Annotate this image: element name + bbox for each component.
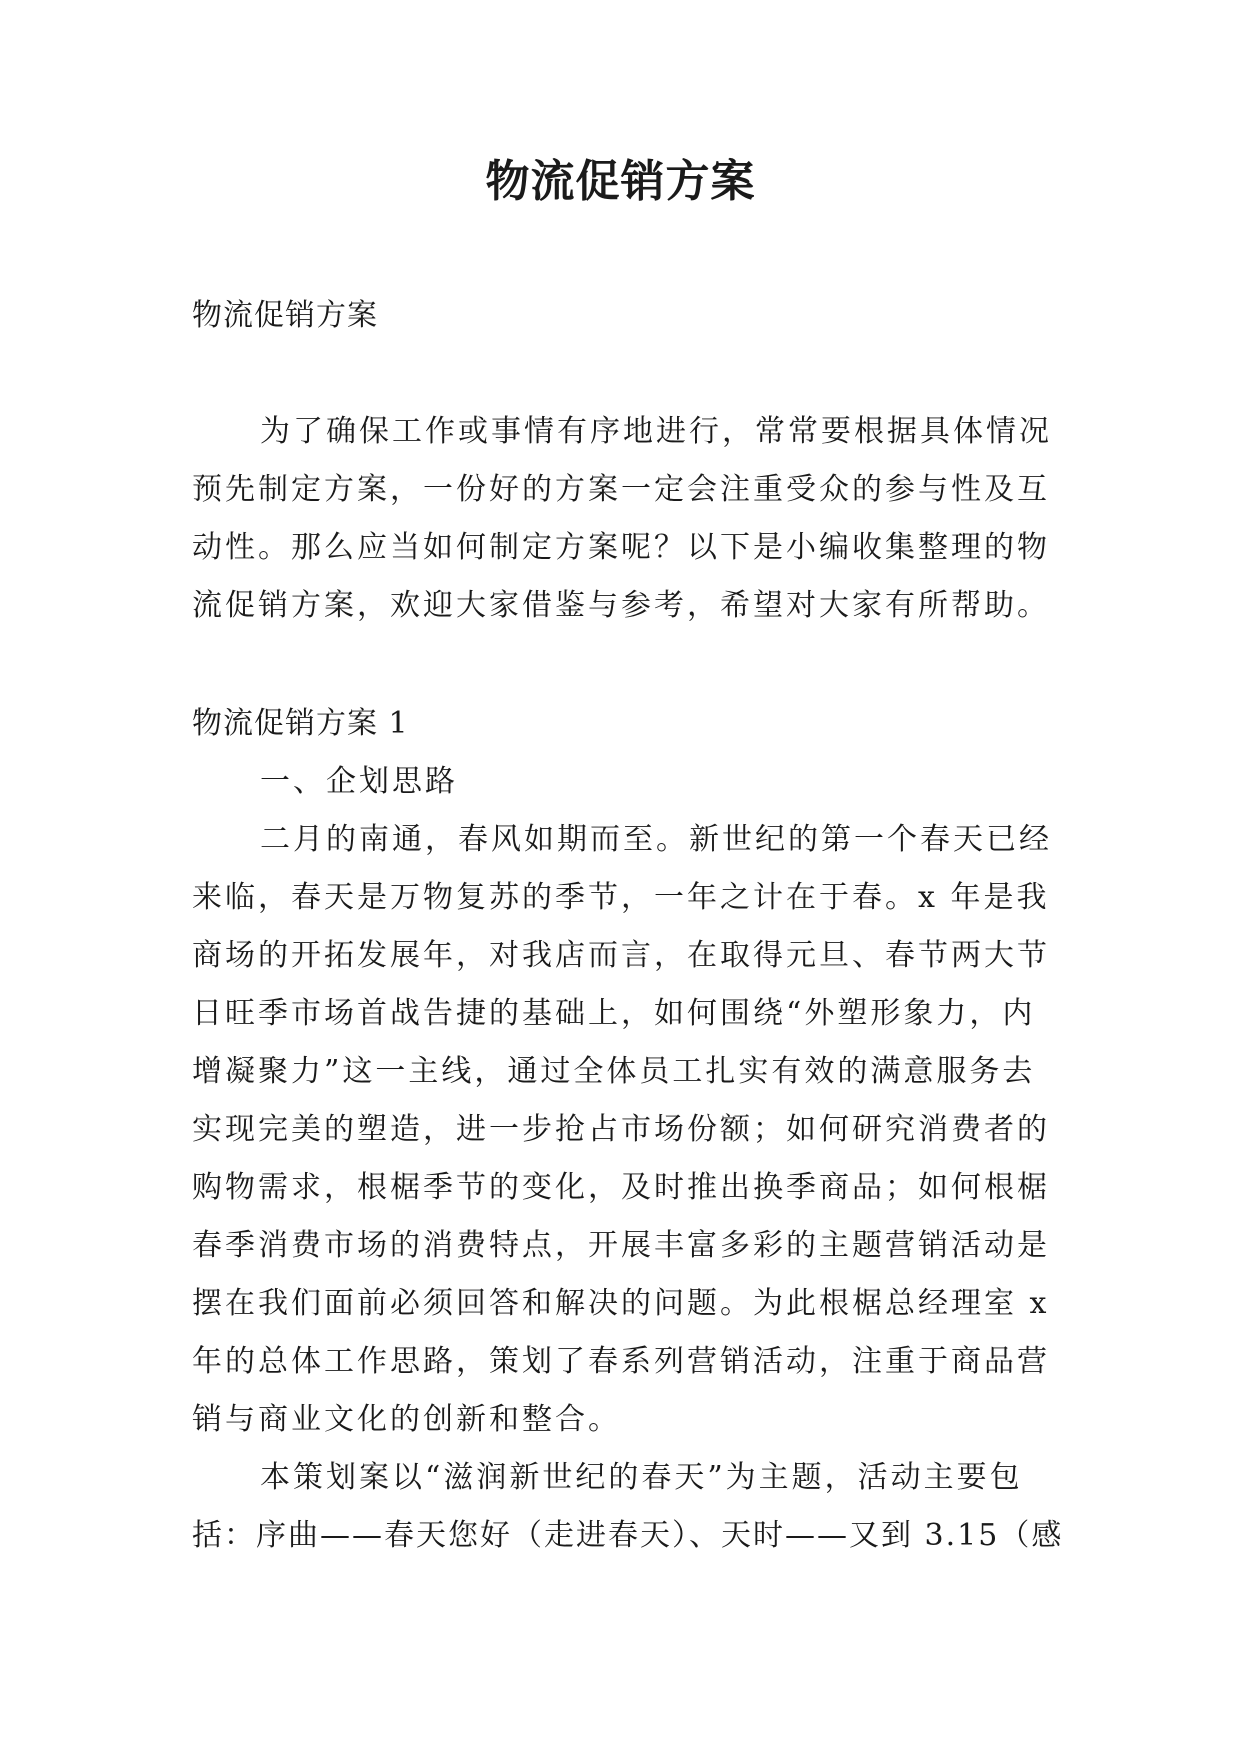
paragraph-line: 增凝聚力”这一主线，通过全体员工扎实有效的满意服务去 — [192, 1054, 1036, 1089]
outline-heading: 一、企划思路 — [260, 764, 458, 799]
paragraph-line: 春季消费市场的消费特点，开展丰富多彩的主题营销活动是 — [192, 1228, 1050, 1263]
paragraph-line: 摆在我们面前必须回答和解决的问题。为此根椐总经理室 x — [192, 1286, 1050, 1321]
paragraph-line: 本策划案以“滋润新世纪的春天”为主题，活动主要包 — [260, 1460, 1023, 1495]
document-title: 物流促销方案 — [485, 156, 756, 207]
intro-line: 预先制定方案，一份好的方案一定会注重受众的参与性及互 — [192, 472, 1050, 507]
intro-line: 为了确保工作或事情有序地进行，常常要根据具体情况 — [260, 414, 1052, 449]
paragraph-line: 日旺季市场首战告捷的基础上，如何围绕“外塑形象力，内 — [192, 996, 1036, 1031]
paragraph-line: 购物需求，根椐季节的变化，及时推出换季商品；如何根椐 — [192, 1170, 1050, 1205]
intro-line: 动性。那么应当如何制定方案呢？以下是小编收集整理的物 — [192, 530, 1050, 565]
section-body — [192, 753, 1072, 1565]
paragraph-line: 来临，春天是万物复苏的季节，一年之计在于春。x 年是我 — [192, 880, 1050, 915]
subtitle-text: 物流促销方案 — [192, 298, 378, 333]
paragraph-line: 销与商业文化的创新和整合。 — [192, 1402, 621, 1437]
paragraph-line: 年的总体工作思路，策划了春系列营销活动，注重于商品营 — [192, 1344, 1050, 1379]
document-subtitle — [192, 287, 1072, 345]
intro-paragraph — [192, 403, 1072, 635]
paragraph-line: 商场的开拓发展年，对我店而言，在取得元旦、春节两大节 — [192, 938, 1050, 973]
intro-line: 流促销方案，欢迎大家借鉴与参考，希望对大家有所帮助。 — [192, 588, 1050, 623]
paragraph-line: 二月的南通，春风如期而至。新世纪的第一个春天已经 — [260, 822, 1052, 857]
paragraph-line: 实现完美的塑造，进一步抢占市场份额；如何研究消费者的 — [192, 1112, 1050, 1147]
paragraph-line: 括：序曲——春天您好（走进春天）、天时——又到 3.15（感 — [192, 1518, 1064, 1553]
section-heading-text: 物流促销方案 1 — [192, 706, 409, 741]
section-heading — [192, 695, 1072, 753]
